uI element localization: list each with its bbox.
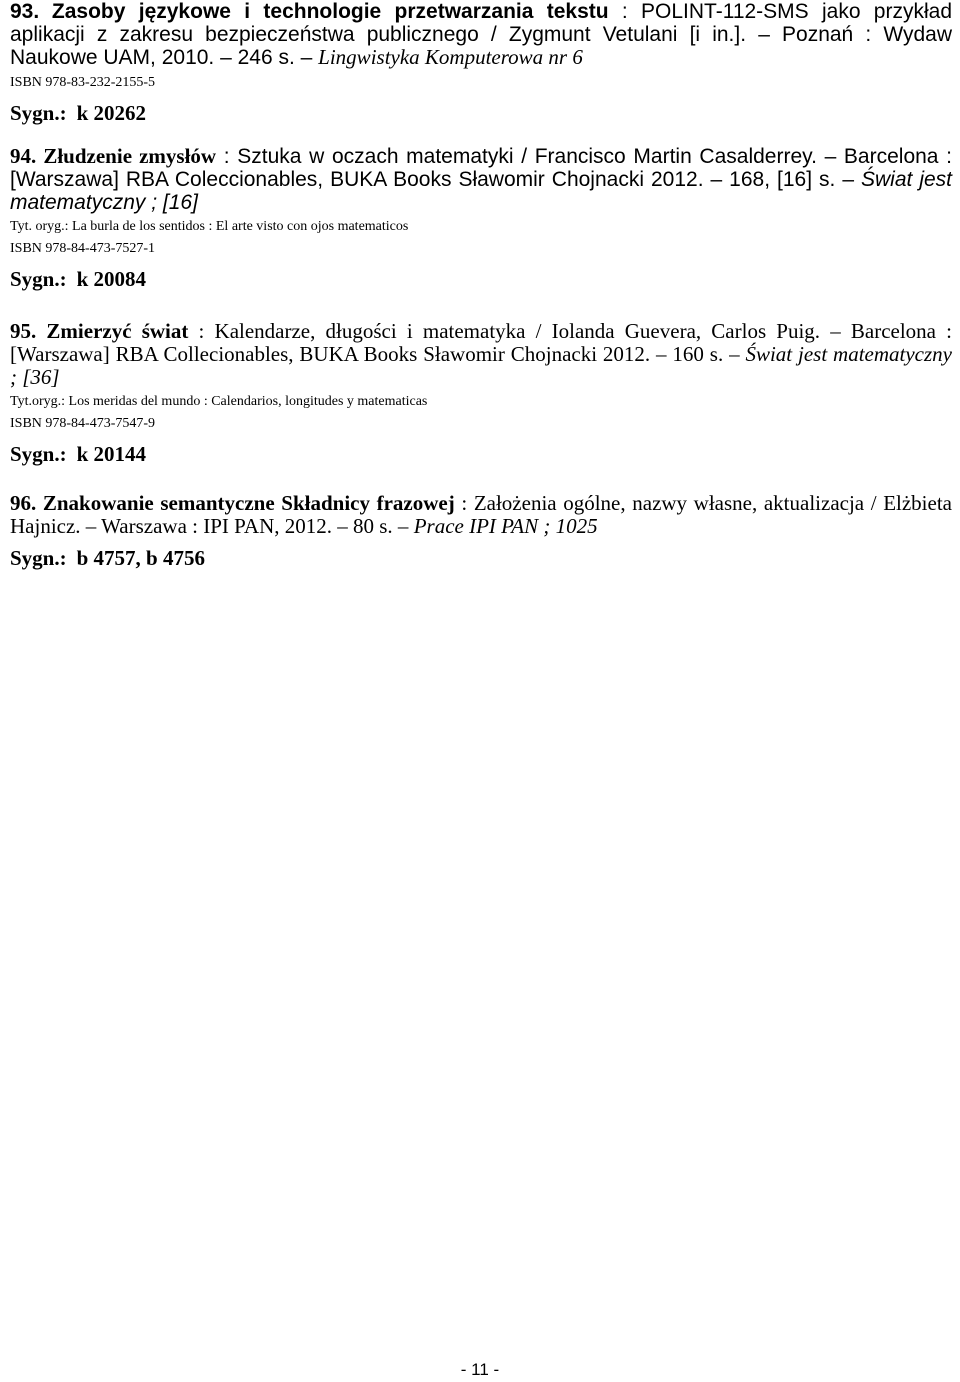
entry-isbn: ISBN 978-84-473-7547-9 [10, 416, 156, 431]
entry-description [10, 320, 952, 389]
entry-description [10, 0, 952, 69]
call-number-value: k 20084 [76, 267, 147, 291]
entry-isbn: ISBN 978-83-232-2155-5 [10, 75, 156, 90]
entry-description [10, 145, 952, 214]
entry-details: : POLINT-112-SMS jako przykład aplikacji z zakresu bezpieczeństwa publicznego / Zygmunt Vetulani [i in.]. – Poznań : Wydaw Naukowe UAM, 2010. – 246 s. – [10, 0, 953, 69]
call-number-value: k 20144 [76, 442, 147, 466]
entry-original-title: Tyt.oryg.: Los meridas del mundo : Calendarios, longitudes y matematicas [10, 394, 428, 409]
entry-number: 94. [10, 144, 37, 168]
entry-isbn: ISBN 978-84-473-7527-1 [10, 241, 156, 256]
entry-details: : Sztuka w oczach matematyki / Francisco Martin Casalderrey. – Barcelona : [Warszawa] RBA Coleccionables, BUKA Books Sławomir Chojnacki 2012. – 168, [16] s. – [10, 145, 952, 191]
entry-description [10, 492, 952, 538]
entry-title: Zmierzyć świat [46, 319, 189, 343]
entry-title: Znakowanie semantyczne Składnicy frazowej [42, 491, 455, 515]
call-number-value: k 20262 [76, 101, 147, 125]
bibliography-entry-96 [10, 492, 952, 570]
call-number-label: Sygn.: [10, 101, 67, 125]
entry-series: Prace IPI PAN ; 1025 [413, 514, 598, 538]
call-number-label: Sygn.: [10, 442, 67, 466]
bibliography-entry-93 [10, 0, 952, 125]
entry-call-number [10, 267, 952, 291]
entry-series: Lingwistyka Komputerowa nr 6 [318, 45, 583, 69]
entry-number: 96. [10, 491, 37, 515]
entry-call-number [10, 546, 952, 570]
entry-series: Świat jest matematyczny ; [36] [10, 342, 952, 389]
entry-title: Zasoby językowe i technologie przetwarzania tekstu [51, 0, 609, 23]
bibliography-entry-94 [10, 145, 952, 291]
entry-details: : Założenia ogólne, nazwy własne, aktualizacja / Elżbieta Hajnicz. – Warszawa : IPI PAN, 2012. – 80 s. – [10, 491, 952, 538]
entry-title: Złudzenie zmysłów [43, 144, 217, 168]
entry-call-number [10, 442, 952, 466]
entry-original-title: Tyt. oryg.: La burla de los sentidos : El arte visto con ojos matematicos [10, 219, 409, 234]
entry-series: Świat jest matematyczny ; [16] [10, 168, 952, 214]
call-number-label: Sygn.: [10, 546, 67, 570]
page-number: - 11 - [460, 1360, 500, 1379]
entry-details: : Kalendarze, długości i matematyka / Iolanda Guevera, Carlos Puig. – Barcelona : [Warszawa] RBA Collecionables, BUKA Books Sławomir Chojnacki 2012. – 160 s. – [10, 319, 952, 366]
call-number-label: Sygn.: [10, 267, 67, 291]
entry-number: 93. [10, 0, 40, 23]
entry-number: 95. [10, 319, 37, 343]
call-number-value: b 4757, b 4756 [76, 546, 205, 570]
bibliography-entry-95 [10, 320, 952, 466]
entry-call-number [10, 101, 952, 125]
